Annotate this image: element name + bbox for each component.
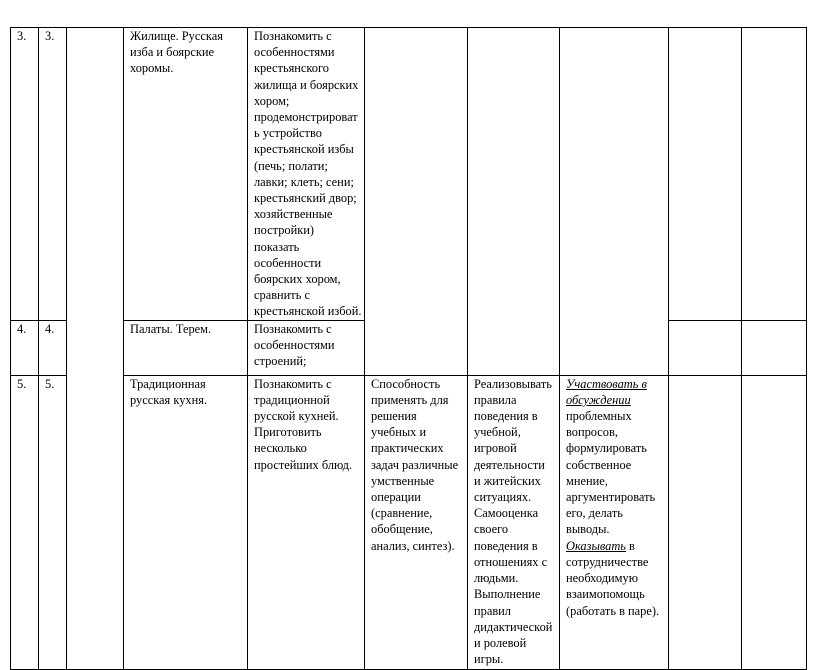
empty-cell: [669, 28, 742, 321]
lesson-number-cell: 3.: [39, 28, 67, 321]
empty-merged-cell: [67, 28, 124, 670]
text-line: правила: [474, 392, 517, 407]
text-line: и житейских: [474, 473, 541, 488]
text-line: крестьянский двор;: [254, 191, 357, 206]
text-line: выводы.: [566, 522, 610, 537]
text-line: аргументировать: [566, 490, 656, 505]
topic-cell: [124, 320, 248, 375]
text-line: обобщение,: [371, 522, 433, 537]
text-line: простейших блюд.: [254, 457, 353, 472]
text-line: (работать в паре).: [566, 603, 660, 618]
text-line: умственные: [371, 473, 435, 488]
text-line: операции: [371, 490, 421, 505]
empty-cell: [560, 28, 669, 376]
text-line: Реализовывать: [474, 376, 552, 391]
text-line: Традиционная: [130, 376, 206, 391]
text-line: хоромы.: [130, 61, 174, 76]
goal-cell: [248, 375, 365, 669]
text-line: изба и боярские: [130, 45, 214, 60]
text-line: Познакомить с: [254, 321, 332, 336]
table-row: [11, 375, 807, 669]
text-line: боярских хором,: [254, 272, 341, 287]
topic-cell: [124, 375, 248, 669]
text-line: Жилище. Русская: [130, 29, 223, 43]
lesson-plan-table: [10, 27, 807, 670]
underlined-verb: Участвовать: [566, 376, 639, 391]
text-line: учебных и: [371, 425, 427, 440]
topic-cell: [124, 28, 248, 321]
empty-cell: [742, 28, 807, 321]
text-line: необходимую: [566, 571, 638, 586]
text-line: решения: [371, 409, 417, 424]
text-line: особенностями: [254, 45, 335, 60]
text-line: деятельности: [474, 457, 545, 472]
text-line: сотрудничестве: [566, 554, 649, 569]
underlined-text: в: [638, 376, 647, 391]
text-line: Способность: [371, 376, 441, 391]
text-line: игровой: [474, 441, 517, 456]
row-number-cell: 4.: [11, 320, 39, 375]
row-number-cell: 3.: [11, 28, 39, 321]
text-line: формулировать: [566, 441, 647, 456]
text-line: особенности: [254, 255, 322, 270]
text-line: показать: [254, 239, 300, 254]
lesson-number-cell: 5.: [39, 375, 67, 669]
text-line: Познакомить с: [254, 29, 332, 43]
text-line: проблемных: [566, 409, 632, 424]
text-line: традиционной: [254, 392, 330, 407]
goal-cell: [248, 28, 365, 321]
empty-cell: [468, 28, 560, 376]
communicative-results-cell: [560, 375, 669, 669]
text-line: [566, 376, 665, 392]
underlined-text: обсуждении: [566, 392, 631, 407]
table-row: [11, 28, 807, 321]
text-line: применять для: [371, 392, 449, 407]
text-line: жилища и боярских: [254, 77, 359, 92]
empty-cell: [365, 28, 468, 376]
text-line: Приготовить: [254, 425, 322, 440]
underlined-verb: Оказывать: [566, 538, 626, 553]
metasubject-skills-cell: [365, 375, 468, 669]
text-line: продемонстрироват: [254, 110, 358, 125]
goal-cell: [248, 320, 365, 375]
text-line: [566, 392, 665, 408]
text-line: мнение,: [566, 473, 608, 488]
text-line: его, делать: [566, 506, 623, 521]
text-line: Самооценка: [474, 506, 539, 521]
text-line: хозяйственные: [254, 207, 333, 222]
text-line: Выполнение: [474, 587, 541, 602]
text-line: (печь; полати;: [254, 158, 328, 173]
text-line: русской кухней.: [254, 409, 339, 424]
text-line: практических: [371, 441, 444, 456]
text-line: особенностями: [254, 337, 335, 352]
text-line: ситуациях.: [474, 490, 532, 505]
text-line: крестьянского: [254, 61, 329, 76]
text-line: людьми.: [474, 571, 519, 586]
text-line: лавки; клеть; сени;: [254, 174, 354, 189]
text-line: игры.: [474, 652, 504, 667]
text-line: крестьянской избой.: [254, 304, 362, 319]
text-line: Познакомить с: [254, 376, 332, 391]
text-line: Палаты. Терем.: [130, 321, 212, 336]
empty-cell: [742, 375, 807, 669]
text-line: хором;: [254, 93, 290, 108]
text-line: строений;: [254, 354, 307, 369]
text-line: несколько: [254, 441, 307, 456]
text-line: Оказывать в: [566, 538, 635, 553]
text-line: ь устройство: [254, 126, 322, 141]
empty-cell: [669, 320, 742, 375]
text-line: крестьянской избы: [254, 142, 354, 157]
text-line: собственное: [566, 457, 632, 472]
text-line: учебной,: [474, 425, 521, 440]
row-number-cell: 5.: [11, 375, 39, 669]
text-line: вопросов,: [566, 425, 618, 440]
text-line: правил: [474, 603, 511, 618]
text-line: отношениях с: [474, 554, 548, 569]
empty-cell: [669, 375, 742, 669]
text-line: поведения в: [474, 409, 538, 424]
text-line: своего: [474, 522, 509, 537]
text-line: сравнить с: [254, 288, 310, 303]
text-line: русская кухня.: [130, 392, 208, 407]
empty-cell: [742, 320, 807, 375]
text-line: анализ, синтез).: [371, 538, 455, 553]
lesson-number-cell: 4.: [39, 320, 67, 375]
text-line: взаимопомощь: [566, 587, 645, 602]
text-line: поведения в: [474, 538, 538, 553]
text-line: задач различные: [371, 457, 459, 472]
text-line: (сравнение,: [371, 506, 433, 521]
text-line: и ролевой: [474, 635, 527, 650]
text-line: постройки): [254, 223, 314, 238]
personal-results-cell: [468, 375, 560, 669]
text-line: дидактической: [474, 619, 553, 634]
